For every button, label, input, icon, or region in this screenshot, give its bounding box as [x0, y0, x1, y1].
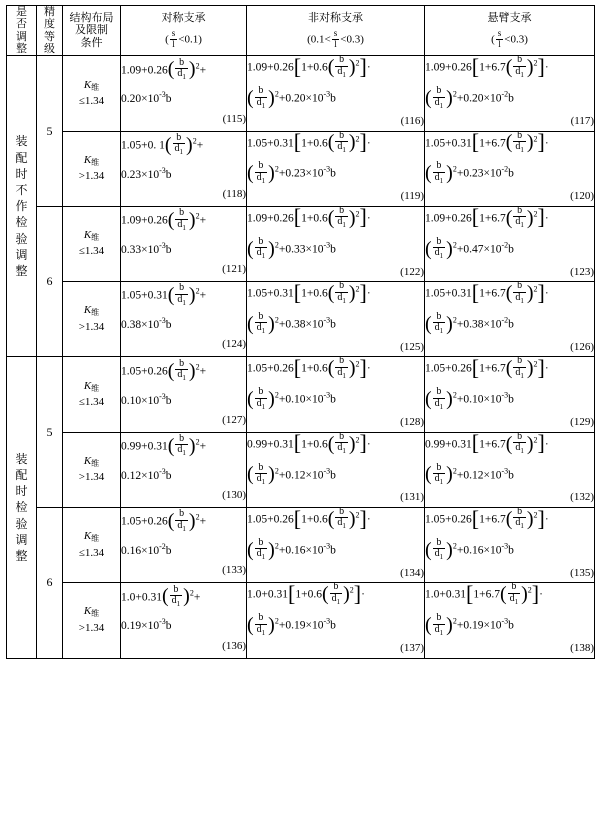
fraction-b-over-d1: $\frac{b}{d_1}$	[337, 505, 346, 531]
formula-tag: (132)	[570, 491, 594, 504]
paren-fraction: ( $\frac{b}{d_1}$ )	[247, 461, 275, 486]
table-sheet	[0, 5, 600, 815]
fraction-b-over-d1: $\frac{b}{d_1}$	[177, 357, 186, 383]
condition-cell: K维 ≤1.34	[63, 357, 121, 432]
condition-cell: K维 ≤1.34	[63, 56, 121, 131]
formula-tag: (121)	[222, 263, 246, 276]
formula-tag: (129)	[570, 416, 594, 429]
formula-symmetric: 1.0+0.31( $\frac{b}{d_1}$ )$^2$+ $0.19\times 10^{-3}b$ (136)	[121, 583, 247, 658]
formula-tag: (118)	[222, 187, 246, 200]
header-symmetric: 对称支承 ( $\frac{s}{l}$ <0.1)	[121, 6, 247, 56]
fraction-b-over-d1: $\frac{b}{d_1}$	[434, 461, 444, 486]
group-label-no-adjust: 装 配 时 不 作 检 验 调 整	[7, 56, 37, 357]
fraction-b-over-d1: $\frac{b}{d_1}$	[434, 235, 444, 261]
paren-fraction: ( $\frac{b}{d_1}$ )	[425, 160, 453, 185]
formula-asymmetric: 0.99+0.31[1+0.6( $\frac{b}{d_1}$ )$^2$]· ( $\frac{b}{d_1}$ )$^2+0.12\times 10^{-3}b$ (131)	[247, 432, 425, 507]
formula-asymmetric: 1.05+0.31[1+0.6( $\frac{b}{d_1}$ )$^2$]· ( $\frac{b}{d_1}$ )$^2+0.23\times 10^{-3}b$ (119)	[247, 131, 425, 206]
fraction-b-over-d1: $\frac{b}{d_1}$	[515, 430, 524, 456]
paren-fraction: ( $\frac{b}{d_1}$ )	[327, 430, 356, 456]
paren-fraction: ( $\frac{b}{d_1}$ )	[247, 85, 275, 110]
fraction-b-over-d1: $\frac{b}{d_1}$	[337, 129, 346, 155]
fraction-b-over-d1: $\frac{b}{d_1}$	[509, 581, 519, 606]
fraction-b-over-d1: $\frac{b}{d_1}$	[177, 207, 186, 232]
paren-fraction: ( $\frac{b}{d_1}$ )	[167, 282, 196, 307]
paren-fraction: ( $\frac{b}{d_1}$ )	[505, 430, 534, 456]
formula-symmetric: 0.99+0.31( $\frac{b}{d_1}$ )$^2$+ $0.12\times 10^{-3}b$ (130)	[121, 432, 247, 507]
formula-tag: (122)	[400, 265, 424, 278]
condition-cell: K维 ≤1.34	[63, 507, 121, 582]
header-condition: 结构布局 及限制 条件	[63, 6, 121, 56]
formula-tag: (133)	[222, 564, 246, 577]
fraction-s-over-l: $\frac{s}{l}$	[333, 28, 338, 49]
formula-asymmetric: 1.05+0.26[1+0.6( $\frac{b}{d_1}$ )$^2$]· ( $\frac{b}{d_1}$ )$^2+0.10\times 10^{-3}b$ (128)	[247, 357, 425, 432]
paren-fraction: ( $\frac{b}{d_1}$ )	[247, 160, 275, 185]
formula-tag: (138)	[570, 641, 594, 654]
paren-fraction: ( $\frac{b}{d_1}$ )	[167, 508, 196, 533]
paren-fraction: ( $\frac{b}{d_1}$ )	[499, 581, 528, 606]
fraction-b-over-d1: $\frac{b}{d_1}$	[256, 612, 266, 637]
fraction-b-over-d1: $\frac{b}{d_1}$	[434, 536, 444, 562]
formula-tag: (116)	[400, 114, 424, 127]
header-asymmetric: 非对称支承 (0.1< $\frac{s}{l}$ <0.3)	[247, 6, 425, 56]
formula-cantilever: 0.99+0.31[1+6.7( $\frac{b}{d_1}$ )$^2$]· ( $\frac{b}{d_1}$ )$^2+0.12\times 10^{-3}b$ (132)	[425, 432, 595, 507]
paren-fraction: ( $\frac{b}{d_1}$ )	[425, 310, 453, 336]
formula-asymmetric: 1.09+0.26[1+0.6( $\frac{b}{d_1}$ )$^2$]· ( $\frac{b}{d_1}$ )$^2+0.33\times 10^{-3}b$ (122)	[247, 206, 425, 281]
paren-fraction: ( $\frac{b}{d_1}$ )	[247, 536, 275, 562]
grade-cell: 6	[37, 507, 63, 658]
condition-cell: K维 >1.34	[63, 583, 121, 658]
paren-fraction: ( $\frac{b}{d_1}$ )	[247, 612, 275, 637]
condition-cell: K维 >1.34	[63, 282, 121, 357]
formula-asymmetric: 1.0+0.31[1+0.6( $\frac{b}{d_1}$ )$^2$]· ( $\frac{b}{d_1}$ )$^2+0.19\times 10^{-3}b$ (137)	[247, 583, 425, 658]
formula-tag: (126)	[570, 340, 594, 353]
grade-cell: 5	[37, 56, 63, 207]
paren-fraction: ( $\frac{b}{d_1}$ )	[327, 280, 356, 305]
formula-tag: (125)	[400, 340, 424, 353]
formula-symmetric: 1.05+0.26( $\frac{b}{d_1}$ )$^2$+ $0.10\times 10^{-3}b$ (127)	[121, 357, 247, 432]
fraction-b-over-d1: $\frac{b}{d_1}$	[515, 54, 524, 79]
formula-tag: (131)	[400, 491, 424, 504]
paren-fraction: ( $\frac{b}{d_1}$ )	[505, 505, 534, 531]
fraction-b-over-d1: $\frac{b}{d_1}$	[256, 461, 266, 486]
group-label-adjust: 装 配 时 检 验 调 整	[7, 357, 37, 658]
header-yes-no: 是 否 调 整	[7, 6, 37, 56]
formula-symmetric: 1.05+0.31( $\frac{b}{d_1}$ )$^2$+ $0.38\times 10^{-3}b$ (124)	[121, 282, 247, 357]
condition-cell: K维 >1.34	[63, 432, 121, 507]
fraction-b-over-d1: $\frac{b}{d_1}$	[337, 280, 346, 305]
table-row	[7, 282, 595, 357]
fraction-b-over-d1: $\frac{b}{d_1}$	[177, 432, 186, 458]
formula-symmetric: 1.09+0.26( $\frac{b}{d_1}$ )$^2$+ $0.33\times 10^{-3}b$ (121)	[121, 206, 247, 281]
fraction-b-over-d1: $\frac{b}{d_1}$	[256, 536, 266, 562]
formula-tag: (123)	[570, 265, 594, 278]
formula-cantilever: 1.05+0.31[1+6.7( $\frac{b}{d_1}$ )$^2$]· ( $\frac{b}{d_1}$ )$^2+0.38\times 10^{-2}b$ (126)	[425, 282, 595, 357]
formula-tag: (130)	[222, 489, 246, 502]
paren-fraction: ( $\frac{b}{d_1}$ )	[247, 386, 275, 411]
formula-asymmetric: 1.05+0.26[1+0.6( $\frac{b}{d_1}$ )$^2$]· ( $\frac{b}{d_1}$ )$^2+0.16\times 10^{-3}b$ (134)	[247, 507, 425, 582]
formula-tag: (117)	[570, 114, 594, 127]
formula-symmetric: 1.05+0.26( $\frac{b}{d_1}$ )$^2$+ $0.16\times 10^{-2}b$ (133)	[121, 507, 247, 582]
fraction-s-over-l: $\frac{s}{l}$	[171, 28, 176, 49]
fraction-b-over-d1: $\frac{b}{d_1}$	[337, 204, 346, 230]
formula-tag: (135)	[570, 566, 594, 579]
fraction-b-over-d1: $\frac{b}{d_1}$	[337, 54, 346, 79]
fraction-b-over-d1: $\frac{b}{d_1}$	[256, 310, 266, 336]
formula-cantilever: 1.05+0.31[1+6.7( $\frac{b}{d_1}$ )$^2$]· ( $\frac{b}{d_1}$ )$^2+0.23\times 10^{-2}b$ (120)	[425, 131, 595, 206]
fraction-b-over-d1: $\frac{b}{d_1}$	[177, 282, 186, 307]
paren-fraction: ( $\frac{b}{d_1}$ )	[505, 280, 534, 305]
fraction-b-over-d1: $\frac{b}{d_1}$	[256, 235, 266, 261]
paren-fraction: ( $\frac{b}{d_1}$ )	[167, 357, 196, 383]
formula-tag: (120)	[570, 190, 594, 203]
fraction-b-over-d1: $\frac{b}{d_1}$	[515, 505, 524, 531]
formula-symmetric: 1.05+0. 1( $\frac{b}{d_1}$ )$^2$+ $0.23\times 10^{-3}b$ (118)	[121, 131, 247, 206]
fraction-s-over-l: $\frac{s}{l}$	[497, 28, 502, 49]
formula-tag: (136)	[222, 639, 246, 652]
fraction-b-over-d1: $\frac{b}{d_1}$	[171, 583, 181, 609]
table-row	[7, 357, 595, 432]
formula-cantilever: 1.09+0.26[1+6.7( $\frac{b}{d_1}$ )$^2$]· ( $\frac{b}{d_1}$ )$^2+0.47\times 10^{-2}b$ (123)	[425, 206, 595, 281]
fraction-b-over-d1: $\frac{b}{d_1}$	[256, 85, 266, 110]
fraction-b-over-d1: $\frac{b}{d_1}$	[337, 355, 346, 380]
fraction-b-over-d1: $\frac{b}{d_1}$	[515, 204, 524, 230]
fraction-b-over-d1: $\frac{b}{d_1}$	[515, 129, 524, 155]
header-cantilever: 悬臂支承 ( $\frac{s}{l}$ <0.3)	[425, 6, 595, 56]
paren-fraction: ( $\frac{b}{d_1}$ )	[505, 54, 534, 79]
fraction-b-over-d1: $\frac{b}{d_1}$	[515, 355, 524, 380]
header-grade: 精 度 等 级	[37, 6, 63, 56]
paren-fraction: ( $\frac{b}{d_1}$ )	[505, 355, 534, 380]
table-row	[7, 56, 595, 131]
fraction-b-over-d1: $\frac{b}{d_1}$	[434, 310, 444, 336]
paren-fraction: ( $\frac{b}{d_1}$ )	[425, 235, 453, 261]
paren-fraction: ( $\frac{b}{d_1}$ )	[327, 355, 356, 380]
grade-cell: 6	[37, 206, 63, 357]
formula-cantilever: 1.09+0.26[1+6.7( $\frac{b}{d_1}$ )$^2$]· ( $\frac{b}{d_1}$ )$^2+0.20\times 10^{-2}b$ (117)	[425, 56, 595, 131]
formula-asymmetric: 1.05+0.31[1+0.6( $\frac{b}{d_1}$ )$^2$]· ( $\frac{b}{d_1}$ )$^2+0.38\times 10^{-3}b$ (125)	[247, 282, 425, 357]
paren-fraction: ( $\frac{b}{d_1}$ )	[321, 581, 350, 606]
table-row	[7, 206, 595, 281]
paren-fraction: ( $\frac{b}{d_1}$ )	[164, 131, 193, 157]
paren-fraction: ( $\frac{b}{d_1}$ )	[327, 204, 356, 230]
formula-tag: (134)	[400, 566, 424, 579]
formula-tag: (124)	[222, 338, 246, 351]
paren-fraction: ( $\frac{b}{d_1}$ )	[162, 583, 190, 609]
formula-cantilever: 1.05+0.26[1+6.7( $\frac{b}{d_1}$ )$^2$]· ( $\frac{b}{d_1}$ )$^2+0.16\times 10^{-3}b$ (135)	[425, 507, 595, 582]
table-row	[7, 131, 595, 206]
condition-cell: K维 >1.34	[63, 131, 121, 206]
paren-fraction: ( $\frac{b}{d_1}$ )	[167, 432, 196, 458]
condition-cell: K维 ≤1.34	[63, 206, 121, 281]
formula-tag: (128)	[400, 416, 424, 429]
table-row	[7, 583, 595, 658]
paren-fraction: ( $\frac{b}{d_1}$ )	[425, 461, 453, 486]
table-row	[7, 432, 595, 507]
paren-fraction: ( $\frac{b}{d_1}$ )	[327, 54, 356, 79]
grade-cell: 5	[37, 357, 63, 508]
formula-cantilever: 1.0+0.31[1+6.7( $\frac{b}{d_1}$ )$^2$]· ( $\frac{b}{d_1}$ )$^2+0.19\times 10^{-3}b$ (138)	[425, 583, 595, 658]
formula-tag: (127)	[222, 413, 246, 426]
fraction-b-over-d1: $\frac{b}{d_1}$	[256, 160, 266, 185]
fraction-b-over-d1: $\frac{b}{d_1}$	[434, 612, 444, 637]
formula-tag: (119)	[400, 190, 424, 203]
formula-tag: (115)	[222, 112, 246, 125]
paren-fraction: ( $\frac{b}{d_1}$ )	[425, 612, 453, 637]
paren-fraction: ( $\frac{b}{d_1}$ )	[505, 129, 534, 155]
table-row	[7, 507, 595, 582]
paren-fraction: ( $\frac{b}{d_1}$ )	[505, 204, 534, 230]
paren-fraction: ( $\frac{b}{d_1}$ )	[247, 310, 275, 336]
formula-cantilever: 1.05+0.26[1+6.7( $\frac{b}{d_1}$ )$^2$]· ( $\frac{b}{d_1}$ )$^2+0.10\times 10^{-3}b$ (129)	[425, 357, 595, 432]
fraction-b-over-d1: $\frac{b}{d_1}$	[174, 131, 184, 157]
formula-table	[6, 5, 595, 659]
fraction-b-over-d1: $\frac{b}{d_1}$	[177, 508, 186, 533]
paren-fraction: ( $\frac{b}{d_1}$ )	[167, 56, 196, 82]
fraction-b-over-d1: $\frac{b}{d_1}$	[434, 85, 444, 110]
fraction-b-over-d1: $\frac{b}{d_1}$	[177, 56, 186, 82]
fraction-b-over-d1: $\frac{b}{d_1}$	[337, 430, 346, 456]
fraction-b-over-d1: $\frac{b}{d_1}$	[515, 280, 524, 305]
paren-fraction: ( $\frac{b}{d_1}$ )	[327, 129, 356, 155]
fraction-b-over-d1: $\frac{b}{d_1}$	[434, 160, 444, 185]
paren-fraction: ( $\frac{b}{d_1}$ )	[167, 207, 196, 232]
fraction-b-over-d1: $\frac{b}{d_1}$	[331, 581, 341, 606]
formula-symmetric: 1.09+0.26( $\frac{b}{d_1}$ )$^2$+ $0.20\times 10^{-3}b$ (115)	[121, 56, 247, 131]
paren-fraction: ( $\frac{b}{d_1}$ )	[425, 536, 453, 562]
paren-fraction: ( $\frac{b}{d_1}$ )	[327, 505, 356, 531]
paren-fraction: ( $\frac{b}{d_1}$ )	[425, 85, 453, 110]
formula-tag: (137)	[400, 641, 424, 654]
fraction-b-over-d1: $\frac{b}{d_1}$	[256, 386, 266, 411]
paren-fraction: ( $\frac{b}{d_1}$ )	[247, 235, 275, 261]
fraction-b-over-d1: $\frac{b}{d_1}$	[434, 386, 444, 411]
formula-asymmetric: 1.09+0.26[1+0.6( $\frac{b}{d_1}$ )$^2$]· ( $\frac{b}{d_1}$ )$^2+0.20\times 10^{-3}b$ (116)	[247, 56, 425, 131]
paren-fraction: ( $\frac{b}{d_1}$ )	[425, 386, 453, 411]
